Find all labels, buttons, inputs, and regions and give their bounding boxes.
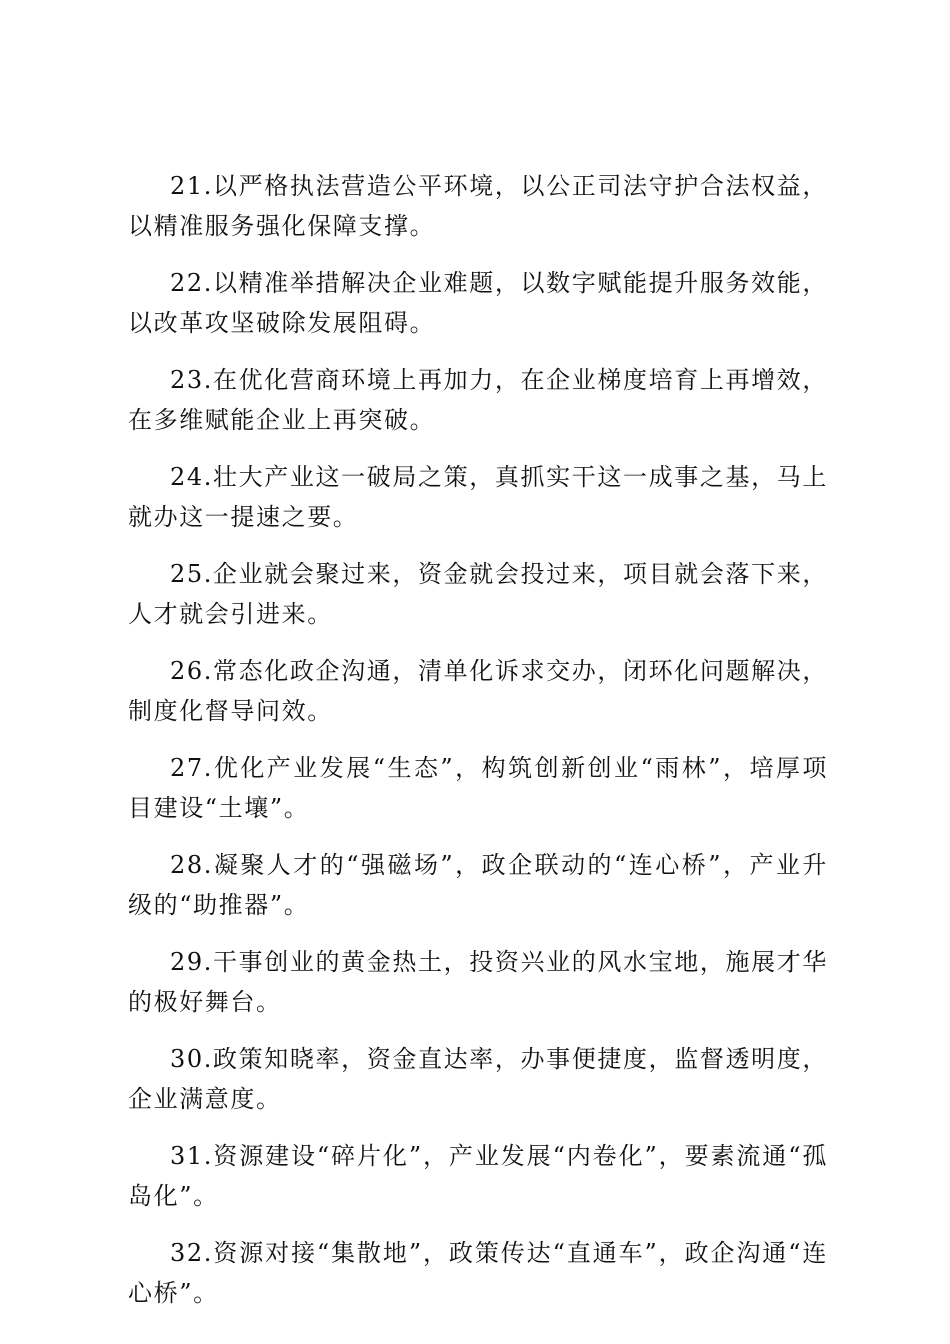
paragraph-21: 21.以严格执法营造公平环境，以公正司法守护合法权益，以精准服务强化保障支撑。 <box>128 172 828 240</box>
paragraph-23: 23.在优化营商环境上再加力，在企业梯度培育上再增效，在多维赋能企业上再突破。 <box>128 366 828 434</box>
paragraph-22: 22.以精准举措解决企业难题，以数字赋能提升服务效能，以改革攻坚破除发展阻碍。 <box>128 269 828 337</box>
paragraph-26: 26.常态化政企沟通，清单化诉求交办，闭环化问题解决，制度化督导问效。 <box>128 657 828 725</box>
document-body <box>128 166 828 1330</box>
paragraph-32: 32.资源对接“集散地”，政策传达“直通车”，政企沟通“连心桥”。 <box>128 1239 828 1307</box>
paragraph-25: 25.企业就会聚过来，资金就会投过来，项目就会落下来，人才就会引进来。 <box>128 560 828 628</box>
paragraph-27: 27.优化产业发展“生态”，构筑创新创业“雨林”，培厚项目建设“土壤”。 <box>128 754 828 822</box>
paragraph-24: 24.壮大产业这一破局之策，真抓实干这一成事之基，马上就办这一提速之要。 <box>128 463 828 531</box>
paragraph-28: 28.凝聚人才的“强磁场”，政企联动的“连心桥”，产业升级的“助推器”。 <box>128 851 828 919</box>
paragraph-29: 29.干事创业的黄金热土，投资兴业的风水宝地，施展才华的极好舞台。 <box>128 948 828 1016</box>
paragraph-30: 30.政策知晓率，资金直达率，办事便捷度，监督透明度，企业满意度。 <box>128 1045 828 1113</box>
paragraph-31: 31.资源建设“碎片化”，产业发展“内卷化”，要素流通“孤岛化”。 <box>128 1142 828 1210</box>
